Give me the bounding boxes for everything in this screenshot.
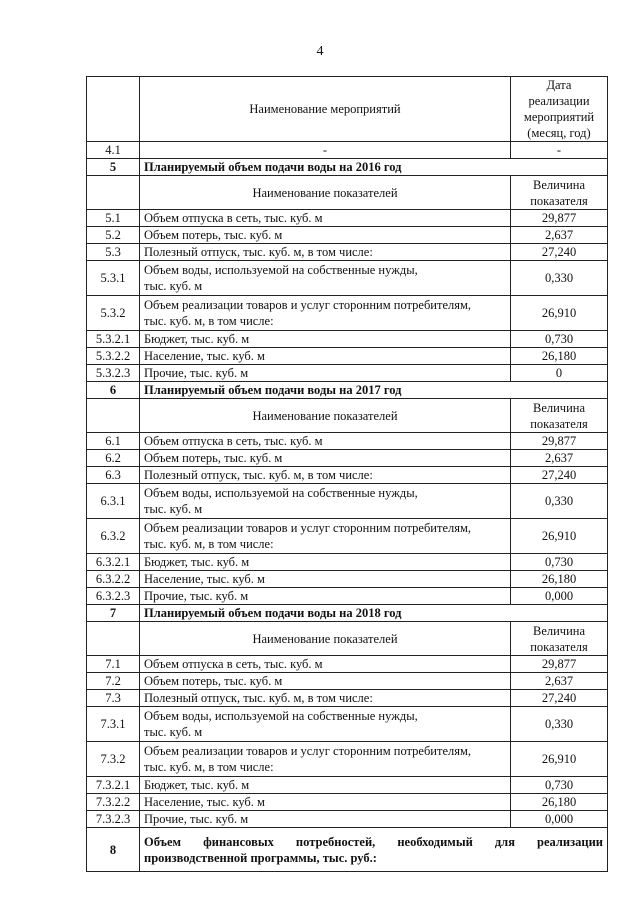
subheader-num-cell: [87, 399, 140, 433]
subheader-row: [87, 399, 608, 433]
row-name-line: тыс. куб. м, в том числе:: [144, 537, 274, 551]
row-name-line: Объем воды, используемой на собственные нужды,: [144, 486, 418, 500]
table-row: [87, 331, 608, 348]
row-value: 0,330: [511, 261, 608, 296]
table-row: [87, 484, 608, 519]
section-title-row: [87, 382, 608, 399]
row-name-line: Полезный отпуск, тыс. куб. м, в том числе:: [144, 691, 373, 705]
row-value: 0,330: [511, 484, 608, 519]
table-row: [87, 794, 608, 811]
row-value: 26,180: [511, 571, 608, 588]
row-value: 0,330: [511, 707, 608, 742]
subheader-num-cell: [87, 622, 140, 656]
row-name: [140, 484, 511, 519]
table-row: [87, 519, 608, 554]
section-title-row: [87, 159, 608, 176]
header-date-line: (месяц, год): [527, 126, 591, 140]
subheader-value: [511, 622, 608, 656]
table-row: [87, 673, 608, 690]
final-row-title: [140, 828, 608, 872]
subheader-row: [87, 622, 608, 656]
row-name: [140, 777, 511, 794]
row-name-line: Объем отпуска в сеть, тыс. куб. м: [144, 657, 323, 671]
section-number: 7: [87, 605, 140, 622]
row-value: 2,637: [511, 227, 608, 244]
row-name: [140, 656, 511, 673]
row-name-line: Полезный отпуск, тыс. куб. м, в том числе:: [144, 245, 373, 259]
row-name: [140, 433, 511, 450]
row-value: 0,000: [511, 588, 608, 605]
table-row: [87, 554, 608, 571]
row-number: 7.3.1: [87, 707, 140, 742]
row-name: [140, 690, 511, 707]
final-row: [87, 828, 608, 872]
row-value: 26,180: [511, 794, 608, 811]
row-value: 26,910: [511, 742, 608, 777]
row-name-line: Объем отпуска в сеть, тыс. куб. м: [144, 434, 323, 448]
table-row: [87, 467, 608, 484]
row-name-line: Прочие, тыс. куб. м: [144, 812, 249, 826]
section-number: 5: [87, 159, 140, 176]
row-number: 6.1: [87, 433, 140, 450]
row-number: 7.3.2.2: [87, 794, 140, 811]
subheader-value-line: показателя: [530, 193, 588, 208]
row-number: 6.3: [87, 467, 140, 484]
row-value: 27,240: [511, 690, 608, 707]
final-row-line-2: производственной программы, тыс. руб.:: [144, 850, 377, 865]
row-value: 2,637: [511, 450, 608, 467]
row-name: [140, 450, 511, 467]
row-name: [140, 588, 511, 605]
row-number: 6.3.2: [87, 519, 140, 554]
table-row: [87, 296, 608, 331]
row-name: [140, 811, 511, 828]
row-value: 2,637: [511, 673, 608, 690]
row-number: 4.1: [87, 142, 140, 159]
row-number: 5.3.2.3: [87, 365, 140, 382]
table-row: [87, 811, 608, 828]
row-value: 29,877: [511, 656, 608, 673]
section-number: 6: [87, 382, 140, 399]
row-name: [140, 244, 511, 261]
subheader-row: [87, 176, 608, 210]
table-row: [87, 450, 608, 467]
section-title: Планируемый объем подачи воды на 2018 год: [140, 605, 608, 622]
row-name-line: Население, тыс. куб. м: [144, 795, 265, 809]
row-name-line: Население, тыс. куб. м: [144, 349, 265, 363]
row-name-line: тыс. куб. м, в том числе:: [144, 760, 274, 774]
row-number: 7.2: [87, 673, 140, 690]
row-name-line: Прочие, тыс. куб. м: [144, 366, 249, 380]
row-value: 0,000: [511, 811, 608, 828]
row-name-line: Население, тыс. куб. м: [144, 572, 265, 586]
subheader-name: Наименование показателей: [140, 176, 511, 210]
row-name: [140, 210, 511, 227]
row-name: [140, 331, 511, 348]
row-number: 5.3.2.1: [87, 331, 140, 348]
row-number: 7.3.2.1: [87, 777, 140, 794]
table-row: [87, 571, 608, 588]
row-value: 27,240: [511, 244, 608, 261]
subheader-value-line: Величина: [532, 400, 586, 415]
row-name: [140, 707, 511, 742]
row-name: [140, 571, 511, 588]
table-header-row: [87, 77, 608, 142]
row-value: 0,730: [511, 554, 608, 571]
row-number: 7.3.2: [87, 742, 140, 777]
row-name: [140, 227, 511, 244]
row-name-line: тыс. куб. м: [144, 502, 203, 516]
table-row: [87, 244, 608, 261]
subheader-value-line: Величина: [532, 623, 586, 638]
row-name-line: Объем отпуска в сеть, тыс. куб. м: [144, 211, 323, 225]
table-row: [87, 777, 608, 794]
row-value: 26,180: [511, 348, 608, 365]
row-number: 6.3.1: [87, 484, 140, 519]
row-name-line: Объем реализации товаров и услуг сторонним потребителям,: [144, 744, 472, 758]
row-name-line: тыс. куб. м: [144, 725, 203, 739]
row-name: [140, 554, 511, 571]
table-row: [87, 742, 608, 777]
row-number: 6.3.2.2: [87, 571, 140, 588]
subheader-name: Наименование показателей: [140, 622, 511, 656]
table-row: [87, 210, 608, 227]
page-number: 4: [316, 44, 324, 59]
row-name: [140, 348, 511, 365]
subheader-value-line: показателя: [530, 639, 588, 654]
program-table: [86, 76, 608, 872]
subheader-name: Наименование показателей: [140, 399, 511, 433]
subheader-value-line: Величина: [532, 177, 586, 192]
row-name-line: Объем воды, используемой на собственные нужды,: [144, 263, 418, 277]
row-name: -: [140, 142, 511, 159]
row-name: [140, 519, 511, 554]
row-number: 7.3.2.3: [87, 811, 140, 828]
row-name-line: Объем реализации товаров и услуг сторонним потребителям,: [144, 521, 472, 535]
row-number: 5.3.2: [87, 296, 140, 331]
row-number: 5.3.1: [87, 261, 140, 296]
row-name: [140, 742, 511, 777]
final-row-number: 8: [87, 828, 140, 872]
final-row-line-1: Объем финансовых потребностей, необходимый для реализации: [144, 834, 603, 849]
row-name-line: Прочие, тыс. куб. м: [144, 589, 249, 603]
row-name-line: Бюджет, тыс. куб. м: [144, 555, 250, 569]
row-number: 5.1: [87, 210, 140, 227]
row-name-line: Полезный отпуск, тыс. куб. м, в том числе:: [144, 468, 373, 482]
subheader-value: [511, 399, 608, 433]
row-value: 0,730: [511, 331, 608, 348]
row-name-line: Бюджет, тыс. куб. м: [144, 332, 250, 346]
header-date-line: мероприятий: [523, 110, 595, 124]
row-name-line: Бюджет, тыс. куб. м: [144, 778, 250, 792]
table-row: [87, 261, 608, 296]
row-number: 6.3.2.1: [87, 554, 140, 571]
row-number: 6.2: [87, 450, 140, 467]
table-row: [87, 348, 608, 365]
row-value: 27,240: [511, 467, 608, 484]
section-title: Планируемый объем подачи воды на 2017 год: [140, 382, 608, 399]
row-name: [140, 296, 511, 331]
table-row: [87, 433, 608, 450]
row-name-line: тыс. куб. м: [144, 279, 203, 293]
row-name: [140, 467, 511, 484]
row-name-line: Объем воды, используемой на собственные нужды,: [144, 709, 418, 723]
section-title-row: [87, 605, 608, 622]
header-date-line: Дата реализации: [528, 78, 590, 108]
row-number: 5.3.2.2: [87, 348, 140, 365]
row-name-line: Объем потерь, тыс. куб. м: [144, 674, 283, 688]
table-row: [87, 142, 608, 159]
table-row: [87, 707, 608, 742]
row-value: 0,730: [511, 777, 608, 794]
subheader-value: [511, 176, 608, 210]
row-name-line: Объем потерь, тыс. куб. м: [144, 228, 283, 242]
row-number: 6.3.2.3: [87, 588, 140, 605]
header-num-cell: [87, 77, 140, 142]
row-date: -: [511, 142, 608, 159]
section-title: Планируемый объем подачи воды на 2016 год: [140, 159, 608, 176]
header-name-cell: Наименование мероприятий: [140, 77, 511, 142]
row-name: [140, 261, 511, 296]
row-value: 26,910: [511, 296, 608, 331]
row-number: 5.3: [87, 244, 140, 261]
subheader-value-line: показателя: [530, 416, 588, 431]
table-row: [87, 365, 608, 382]
row-name-line: тыс. куб. м, в том числе:: [144, 314, 274, 328]
row-value: 0: [511, 365, 608, 382]
row-value: 29,877: [511, 210, 608, 227]
row-value: 29,877: [511, 433, 608, 450]
row-name: [140, 794, 511, 811]
table-row: [87, 588, 608, 605]
row-name: [140, 673, 511, 690]
row-name-line: Объем потерь, тыс. куб. м: [144, 451, 283, 465]
table-row: [87, 690, 608, 707]
table-row: [87, 656, 608, 673]
subheader-num-cell: [87, 176, 140, 210]
row-value: 26,910: [511, 519, 608, 554]
row-number: 7.1: [87, 656, 140, 673]
row-name-line: Объем реализации товаров и услуг сторонним потребителям,: [144, 298, 472, 312]
table-row: [87, 227, 608, 244]
header-date-cell: [511, 77, 608, 142]
row-number: 5.2: [87, 227, 140, 244]
row-name: [140, 365, 511, 382]
row-number: 7.3: [87, 690, 140, 707]
